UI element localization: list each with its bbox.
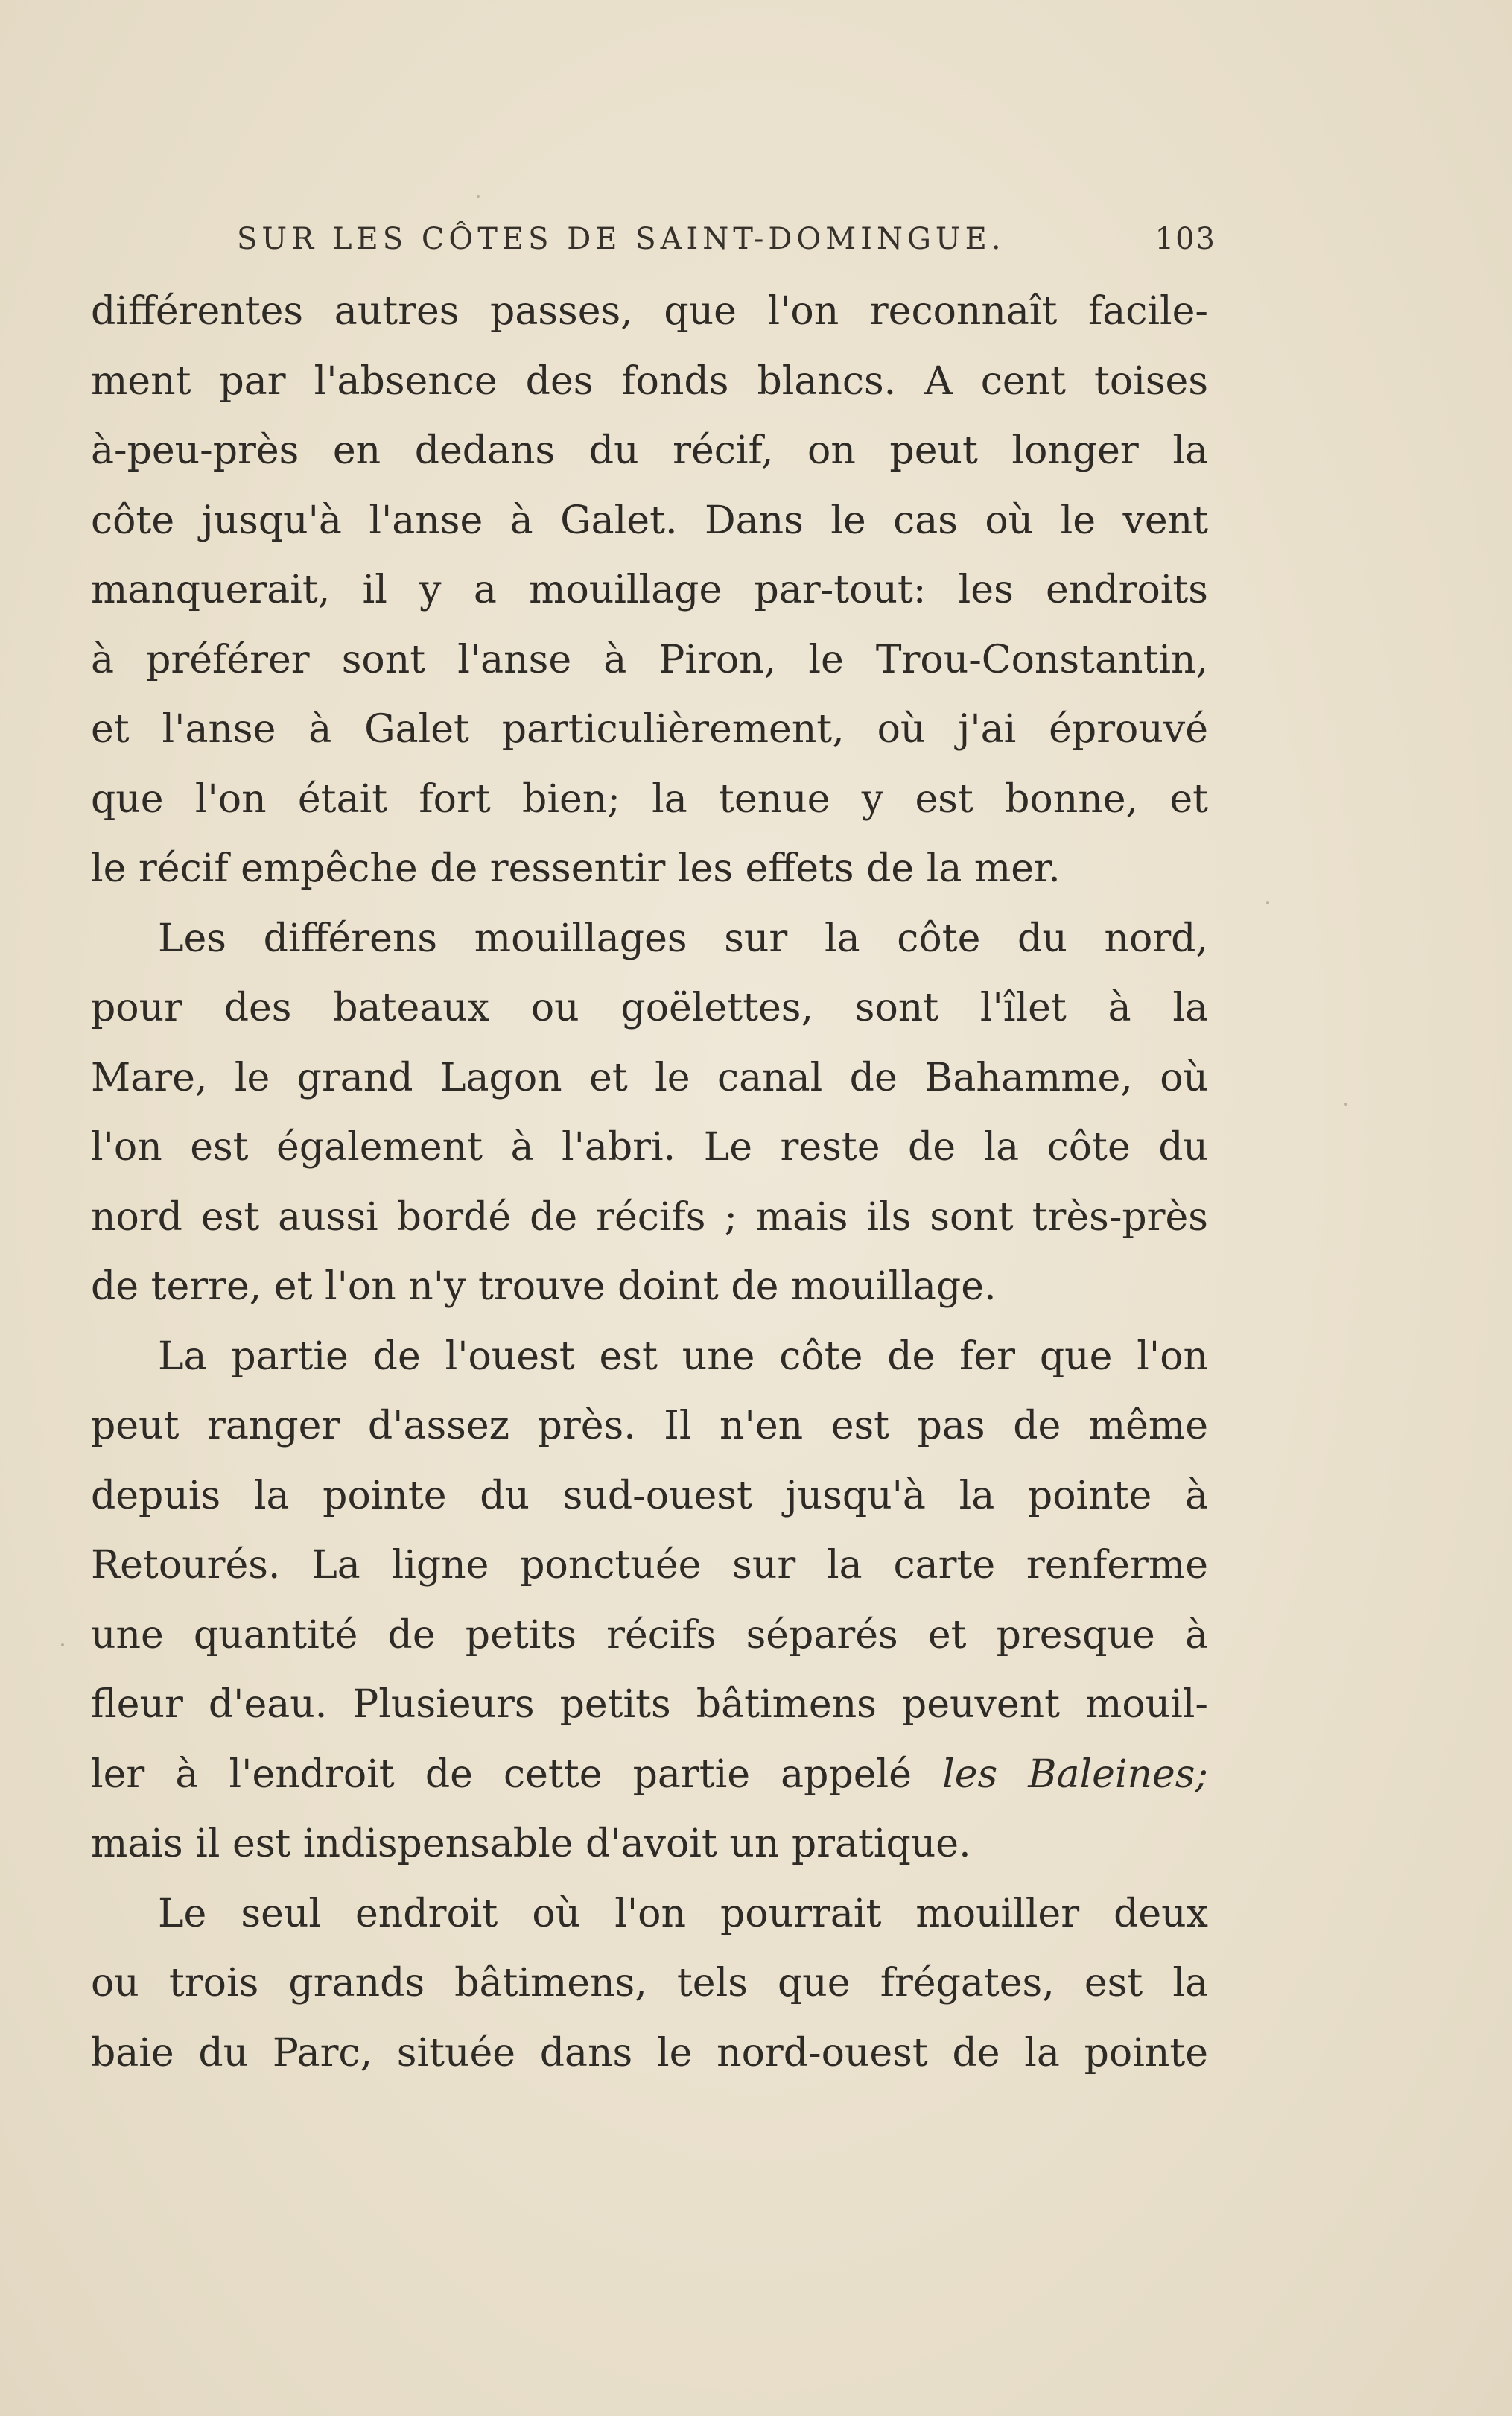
paper-speck (1344, 1103, 1347, 1106)
text-line: à préférer sont l'anse à Piron, le Trou-Constantin, (91, 637, 1208, 682)
text-line: à-peu-près en dedans du récif, on peut longer la (91, 428, 1208, 473)
text-line: différentes autres passes, que l'on reconnaît facile- (91, 289, 1208, 334)
paper-speck (477, 195, 480, 198)
text-line: depuis la pointe du sud-ouest jusqu'à la pointe à (91, 1473, 1208, 1518)
text-line: baie du Parc, située dans le nord-ouest de la pointe (91, 2030, 1208, 2076)
text-line: l'on est également à l'abri. Le reste de la côte du (91, 1125, 1208, 1170)
body-text (91, 277, 1208, 2088)
paper-speck (1266, 901, 1269, 904)
text-line: le récif empêche de ressentir les effets de la mer. (91, 846, 1061, 891)
text-line: Mare, le grand Lagon et le canal de Bahamme, où (91, 1055, 1208, 1100)
italic-phrase: les Baleines; (942, 1751, 1208, 1797)
text-line-with-italic (91, 1740, 1208, 1810)
text-line: nord est aussi bordé de récifs ; mais ils sont très-près (91, 1194, 1208, 1240)
text-segment: ler à l'endroit de cette partie appelé (91, 1751, 912, 1797)
page-header (237, 222, 1216, 267)
paragraph-start-line: Le seul endroit où l'on pourrait mouiller deux (158, 1891, 1208, 1936)
paper-speck (61, 1643, 64, 1646)
text-line: manquerait, il y a mouillage par-tout: les endroits (91, 568, 1208, 612)
running-title: SUR LES CÔTES DE SAINT-DOMINGUE. (237, 222, 1006, 256)
text-line: pour des bateaux ou goëlettes, sont l'îlet à la (91, 986, 1208, 1030)
text-line: ment par l'absence des fonds blancs. A cent toises (91, 358, 1208, 404)
text-line: et l'anse à Galet particulièrement, où j'ai éprouvé (91, 707, 1208, 752)
text-line: que l'on était fort bien; la tenue y est bonne, et (91, 776, 1208, 822)
text-line: une quantité de petits récifs séparés et presque à (91, 1612, 1208, 1658)
text-line: Retourés. La ligne ponctuée sur la carte renferme (91, 1543, 1208, 1588)
text-line: mais il est indispensable d'avoit un pratique. (91, 1821, 971, 1866)
page-number: 103 (1154, 222, 1216, 256)
text-line: de terre, et l'on n'y trouve doint de mouillage. (91, 1264, 997, 1309)
text-line: côte jusqu'à l'anse à Galet. Dans le cas où le vent (91, 498, 1208, 543)
paragraph-start-line: La partie de l'ouest est une côte de fer que l'on (158, 1334, 1208, 1379)
text-line: fleur d'eau. Plusieurs petits bâtimens peuvent mouil- (91, 1682, 1208, 1727)
paragraph-start-line: Les différens mouillages sur la côte du nord, (158, 916, 1208, 961)
text-line: peut ranger d'assez près. Il n'en est pas de même (91, 1404, 1208, 1448)
text-line: ou trois grands bâtimens, tels que frégates, est la (91, 1961, 1208, 2006)
